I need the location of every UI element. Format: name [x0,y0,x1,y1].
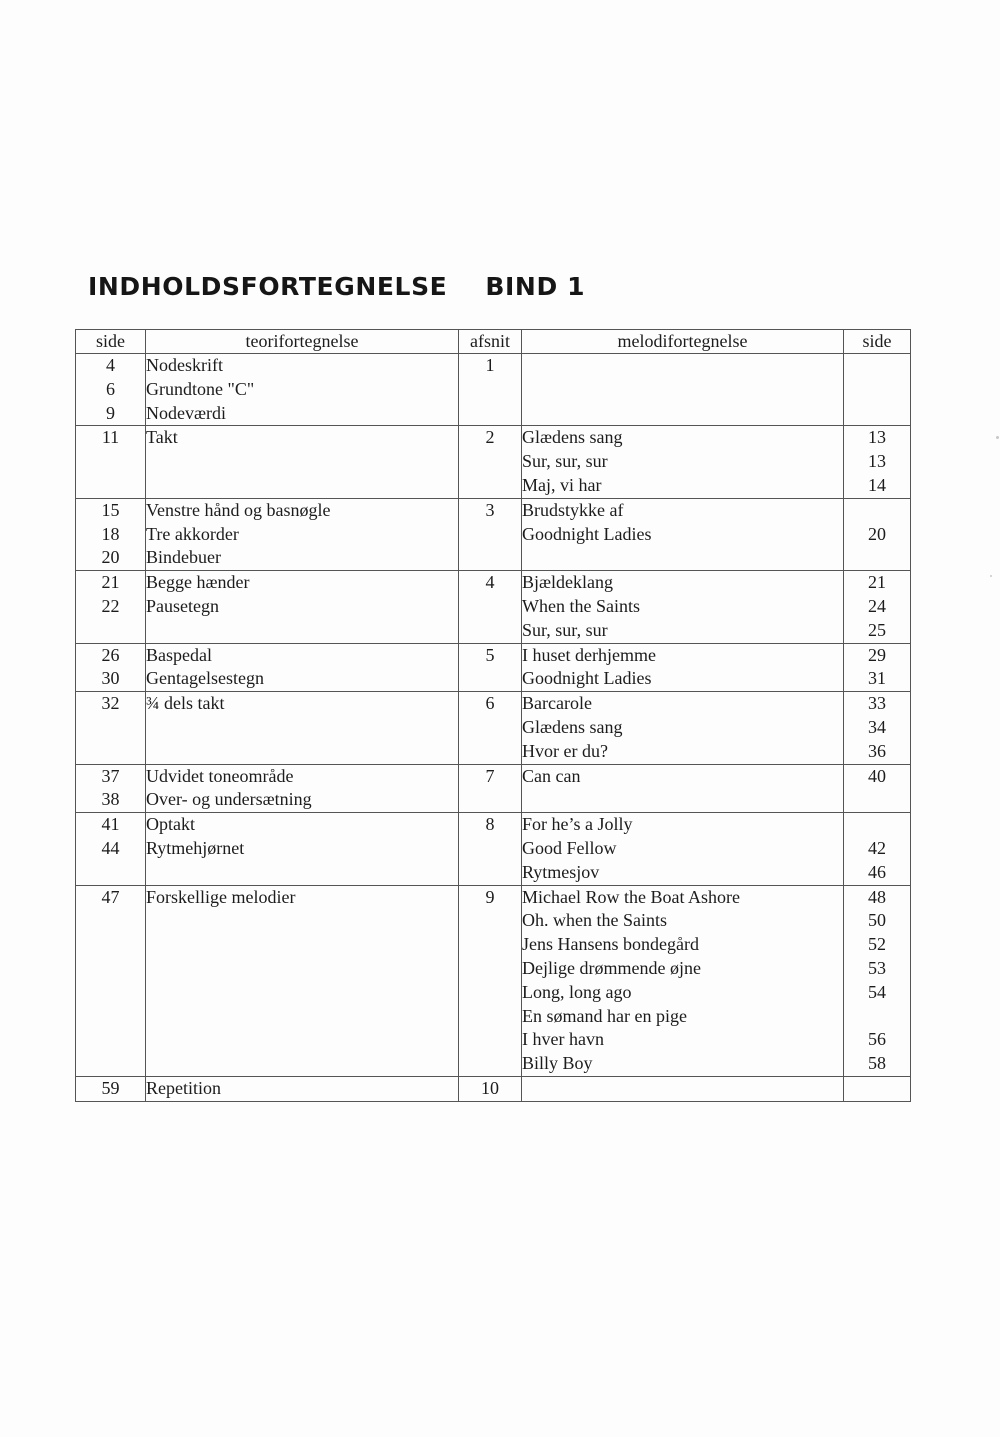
cell-section [459,426,522,498]
cell-side-right [844,885,911,1076]
cell-section [459,764,522,813]
header-side-right: side [844,330,911,354]
cell-section [459,813,522,885]
cell-section [459,571,522,643]
melody-title: En sømand har en pige [522,1005,687,1026]
theory-topic: Rytmehjørnet [146,837,245,858]
theory-topic: Nodeværdi [146,402,226,423]
section-number: 4 [485,572,495,593]
section-number: 10 [481,1077,499,1098]
melody-title: Billy Boy [522,1053,593,1074]
cell-melody [522,764,844,813]
page-number: 21 [101,572,120,593]
cell-melody [522,643,844,692]
table-row [76,1076,911,1101]
cell-melody [522,571,844,643]
cell-theory [146,764,459,813]
page-number: 6 [106,378,115,399]
melody-title: Hvor er du? [522,740,608,761]
header-section: afsnit [459,330,522,354]
cell-melody [522,354,844,426]
page-number: 59 [101,1077,120,1098]
theory-topic: Tre akkorder [146,523,239,544]
cell-side-left [76,426,146,498]
table-body [76,354,911,1102]
page-number: 30 [101,668,120,689]
cell-melody [522,692,844,764]
melody-title: When the Saints [522,595,640,616]
table-row [76,643,911,692]
theory-topic: Gentagelsestegn [146,668,264,689]
cell-side-left [76,885,146,1076]
melody-title: Bjældeklang [522,572,613,593]
melody-title: Michael Row the Boat Ashore [522,886,740,907]
page-number: 9 [106,402,115,423]
section-number: 9 [485,886,495,907]
cell-side-left [76,764,146,813]
page-number: 32 [101,693,120,714]
cell-side-right [844,692,911,764]
table-row [76,354,911,426]
cell-side-left [76,571,146,643]
cell-side-left [76,354,146,426]
section-number: 7 [485,765,495,786]
table-row [76,885,911,1076]
theory-topic: Repetition [146,1077,221,1098]
melody-title: For he’s a Jolly [522,814,633,835]
melody-page: 21 [868,572,886,593]
theory-topic: Forskellige melodier [146,886,296,907]
melody-page [844,499,910,523]
melody-page: 54 [868,981,886,1002]
page-number: 4 [106,355,115,375]
section-number: 3 [485,499,495,520]
cell-side-left [76,692,146,764]
melody-page: 25 [868,619,886,640]
theory-topic: Udvidet toneområde [146,765,294,786]
header-melody: melodifortegnelse [522,330,844,354]
header-theory: teorifortegnelse [146,330,459,354]
cell-side-left [76,643,146,692]
melody-page: 40 [868,765,886,786]
cell-theory [146,1076,459,1101]
melody-title: Glædens sang [522,427,623,448]
cell-theory [146,885,459,1076]
cell-side-right [844,764,911,813]
paper-speck [990,575,992,577]
cell-side-left [76,813,146,885]
melody-title: Glædens sang [522,716,623,737]
cell-section [459,354,522,426]
cell-section [459,498,522,570]
header-side-left: side [76,330,146,354]
melody-page: 52 [868,934,886,955]
melody-title: Oh. when the Saints [522,910,667,931]
melody-page: 13 [868,451,886,472]
melody-page: 13 [868,427,886,448]
melody-title: I huset derhjemme [522,644,656,665]
page-number: 41 [101,814,120,835]
melody-page: 33 [868,693,886,714]
section-number: 5 [485,644,495,665]
section-number: 1 [485,355,495,375]
melody-page: 42 [868,837,886,858]
theory-topic: Over- og undersætning [146,789,312,810]
melody-page: 56 [868,1029,886,1050]
page-number: 22 [101,595,120,616]
cell-theory [146,692,459,764]
theory-topic: Takt [146,427,178,448]
page-number: 38 [101,789,120,810]
theory-topic: Begge hænder [146,572,250,593]
theory-topic: Baspedal [146,644,212,665]
theory-topic: Nodeskrift [146,355,223,375]
melody-title: Long, long ago [522,981,632,1002]
table-row [76,498,911,570]
melody-title: Rytmesjov [522,861,600,882]
melody-page [844,1005,910,1029]
theory-topic: Pausetegn [146,595,219,616]
cell-melody [522,813,844,885]
section-number: 2 [485,427,495,448]
title-volume: BIND 1 [485,272,586,301]
cell-section [459,1076,522,1101]
header-row [76,330,911,354]
cell-melody [522,1076,844,1101]
page-number: 20 [101,547,120,568]
table-row [76,571,911,643]
melody-title: Dejlige drømmende øjne [522,957,701,978]
melody-title: Barcarole [522,693,592,714]
cell-section [459,885,522,1076]
page-number: 18 [101,523,120,544]
melody-page: 50 [868,910,886,931]
theory-topic: Grundtone "C" [146,378,255,399]
cell-side-right [844,498,911,570]
page-number: 37 [101,765,120,786]
melody-page: 24 [868,595,886,616]
cell-theory [146,813,459,885]
cell-side-right [844,1076,911,1101]
melody-title: Maj, vi har [522,474,602,495]
melody-page: 29 [868,644,886,665]
melody-page: 36 [868,740,886,761]
theory-topic: Bindebuer [146,547,221,568]
page-number: 11 [101,427,120,448]
table-row [76,764,911,813]
melody-page: 34 [868,716,886,737]
melody-title: Goodnight Ladies [522,668,652,689]
page-number: 15 [101,499,120,520]
document-title [88,272,585,301]
table-row [76,692,911,764]
cell-side-right [844,571,911,643]
melody-title: Goodnight Ladies [522,523,652,544]
melody-page: 46 [868,861,886,882]
cell-theory [146,426,459,498]
cell-melody [522,426,844,498]
section-number: 6 [485,693,495,714]
cell-section [459,643,522,692]
melody-page: 14 [868,474,886,495]
cell-theory [146,643,459,692]
table-of-contents [75,329,911,1102]
cell-side-right [844,643,911,692]
cell-theory [146,498,459,570]
cell-theory [146,571,459,643]
cell-section [459,692,522,764]
melody-title: Sur, sur, sur [522,619,608,640]
cell-melody [522,885,844,1076]
melody-title: Brudstykke af [522,499,624,520]
cell-melody [522,498,844,570]
melody-title: I hver havn [522,1029,604,1050]
melody-page: 48 [868,886,886,907]
page-number: 47 [101,886,120,907]
page-number: 44 [101,837,120,858]
melody-page: 20 [868,523,886,544]
cell-theory [146,354,459,426]
melody-page [844,813,910,837]
table-row [76,426,911,498]
title-main: INDHOLDSFORTEGNELSE [88,272,448,301]
melody-title: Can can [522,765,581,786]
table-row [76,813,911,885]
page-number: 26 [101,644,120,665]
melody-page: 53 [868,957,886,978]
paper-speck [996,436,999,439]
cell-side-right [844,426,911,498]
section-number: 8 [485,814,495,835]
melody-title: Sur, sur, sur [522,451,608,472]
cell-side-right [844,354,911,426]
cell-side-left [76,498,146,570]
melody-page: 31 [868,668,886,689]
theory-topic: Optakt [146,814,195,835]
melody-title: Good Fellow [522,837,617,858]
melody-title: Jens Hansens bondegård [522,934,699,955]
theory-topic: ¾ dels takt [146,693,225,714]
cell-side-left [76,1076,146,1101]
theory-topic: Venstre hånd og basnøgle [146,499,331,520]
cell-side-right [844,813,911,885]
melody-page: 58 [868,1053,886,1074]
